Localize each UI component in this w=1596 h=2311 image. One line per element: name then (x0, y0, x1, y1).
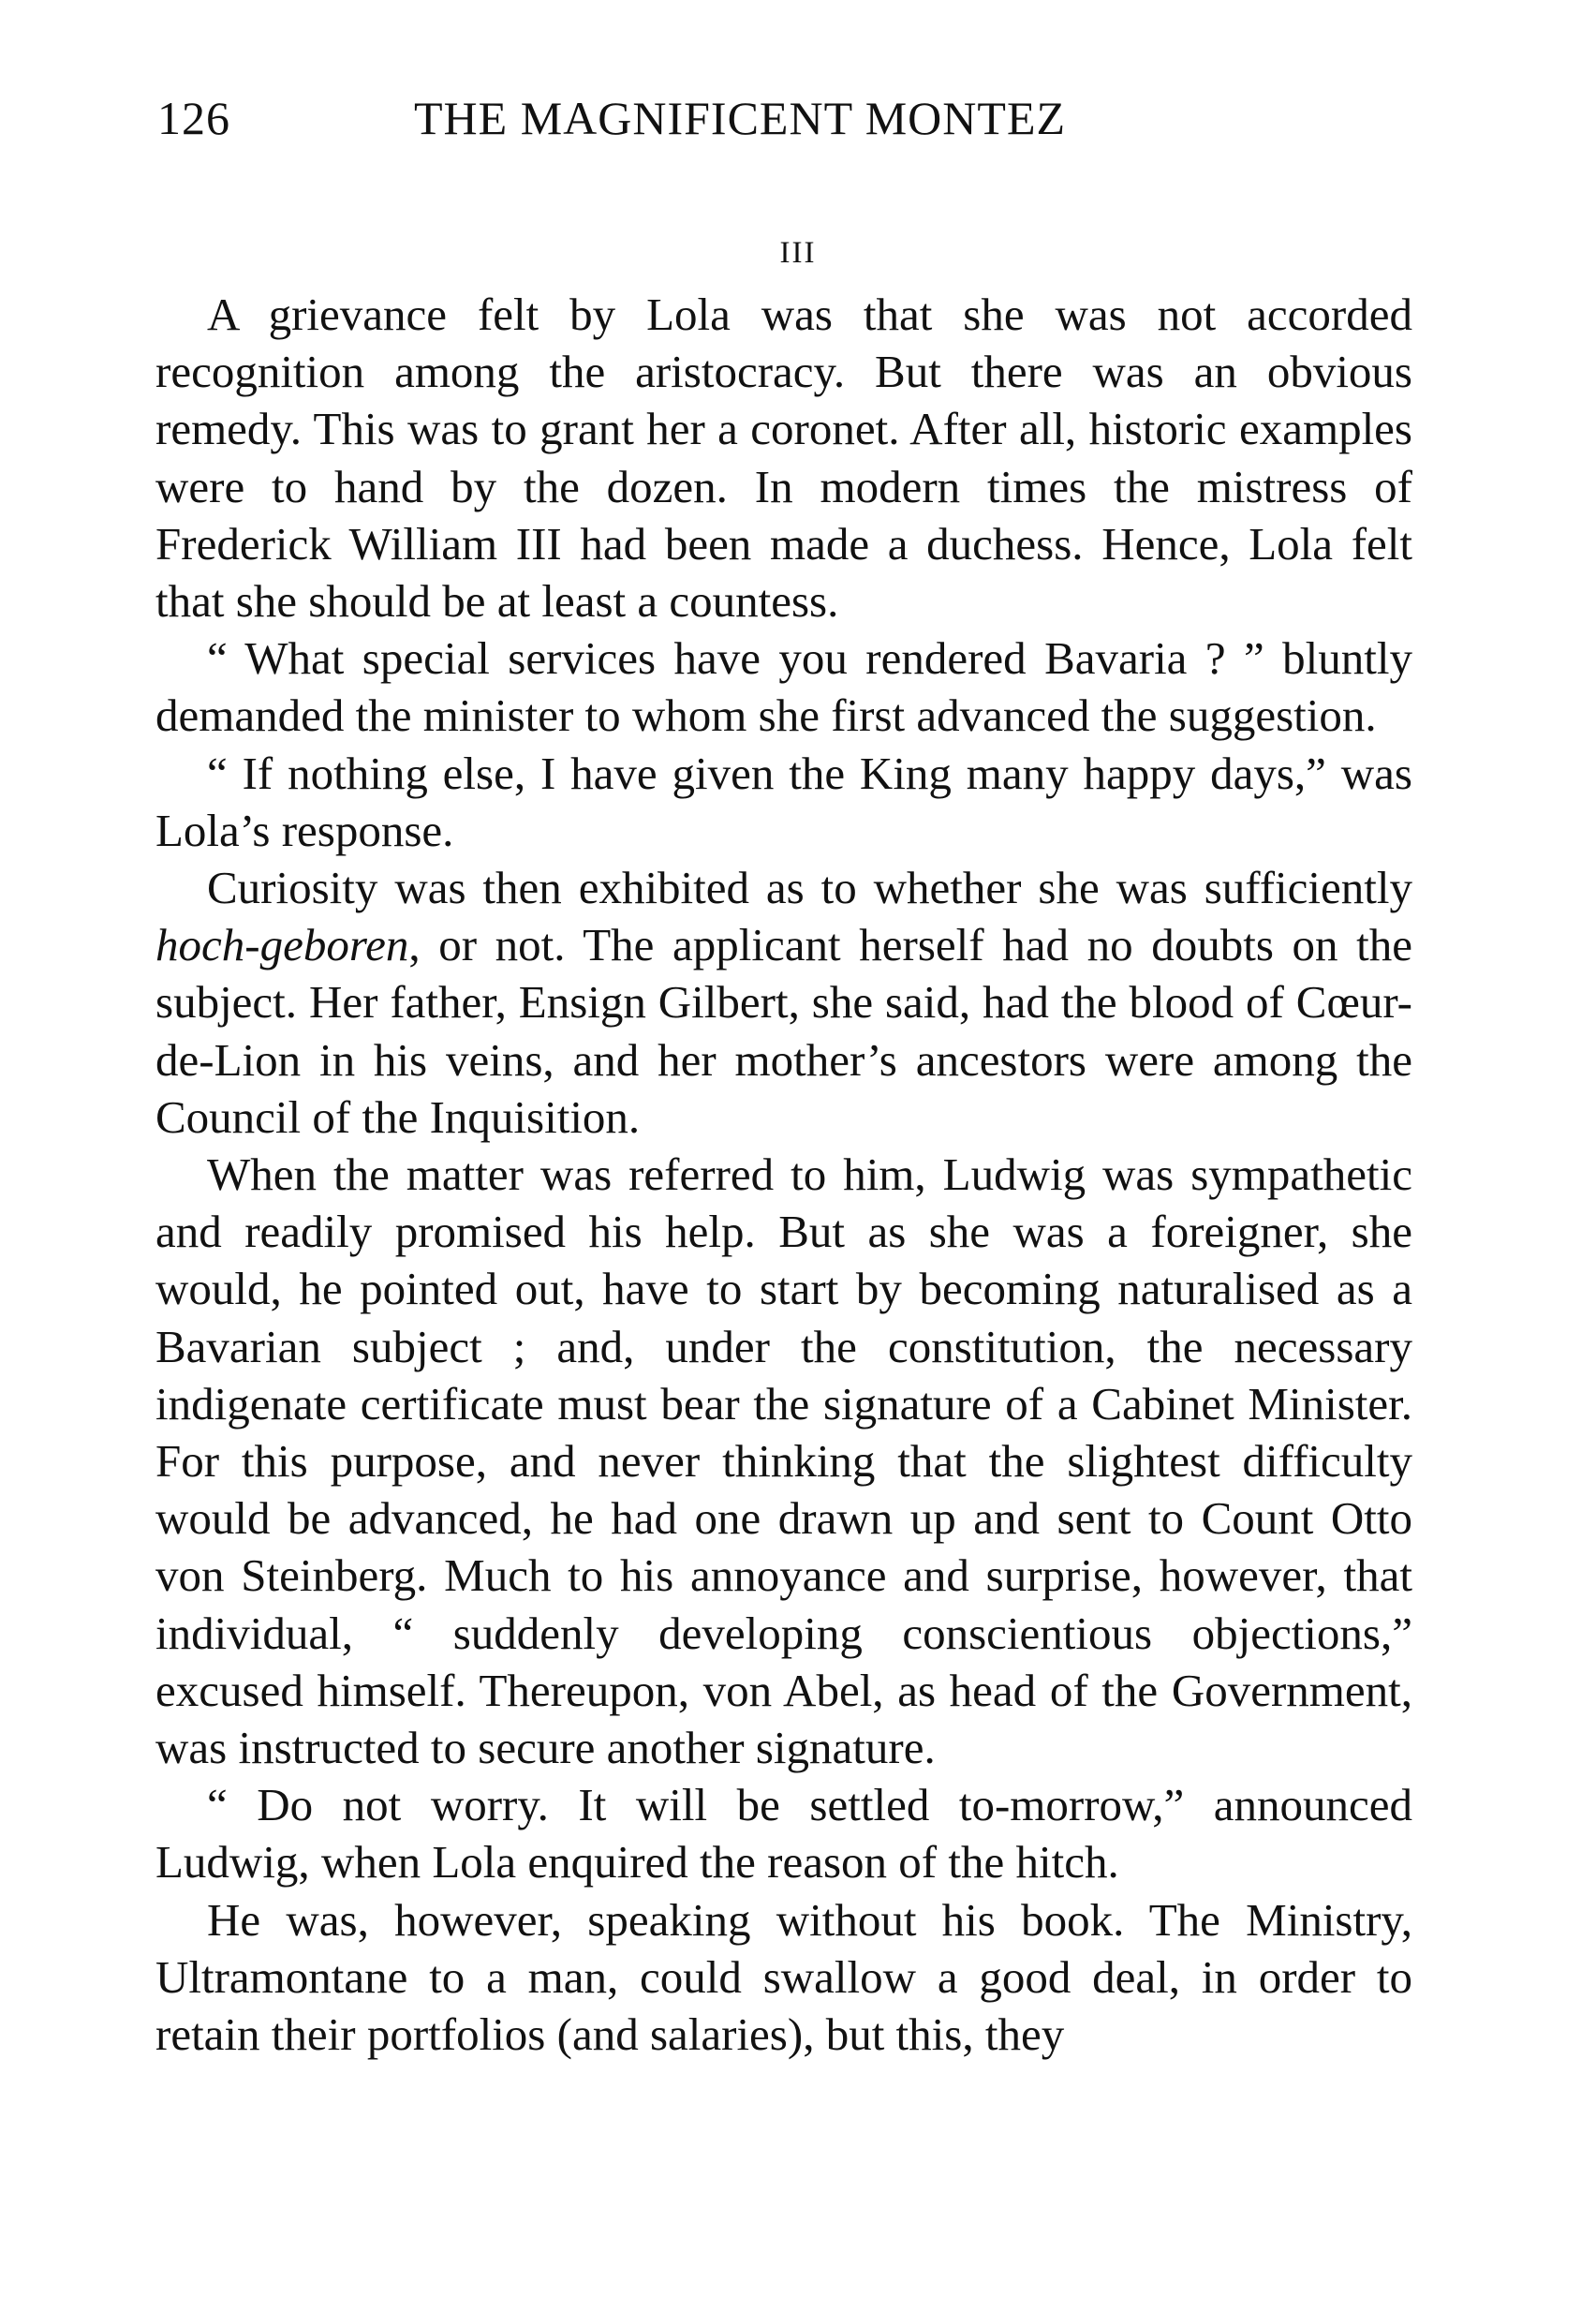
paragraph-4-before: Curiosity was then exhibited as to whether she was sufficiently (207, 862, 1412, 914)
book-title: THE MAGNIFICENT MONTEZ (414, 92, 1067, 144)
paragraph-3: “ If nothing else, I have given the King many happy days,” was Lola’s response. (155, 747, 1412, 856)
page-number: 126 (157, 92, 230, 144)
paragraph-5: When the matter was referred to him, Ludwig was sympathetic and readily promised his help. But as she was a foreigner, she would, he pointed out, have to start by becoming naturalised as a Bavarian subject ; and, under the constitution, the necessary indigenate certificate must bear the signature of a Cabinet Minister. For this purpose, and never thinking that the slightest difficulty would be advanced, he had one drawn up and sent to Count Otto von Steinberg. Much to his annoyance and surprise, however, that individual, “ suddenly developing conscientious objections,” excused himself. Thereupon, von Abel, as head of the Government, was instructed to secure another signature. (155, 1148, 1412, 1774)
paragraph-1: A grievance felt by Lola was that she was not accorded recognition among the aristocracy. But there was an obvious remedy. This was to grant her a coronet. After all, historic examples were to hand by the dozen. In modern times the mistress of Frederick William III had been made a duchess. Hence, Lola felt that she should be at least a countess. (155, 289, 1412, 628)
body-text (155, 286, 1412, 2063)
paragraph-6: “ Do not worry. It will be settled to-morrow,” announced Ludwig, when Lola enquired the reason of the hitch. (155, 1779, 1412, 1889)
section-number: III (779, 236, 817, 270)
paragraph-7: He was, however, speaking without his book. The Ministry, Ultramontane to a man, could swallow a good deal, in order to retain their portfolios (and salaries), but this, they (155, 1893, 1412, 2061)
paragraph-4 (155, 859, 1412, 1146)
paragraph-2: “ What special services have you rendered Bavaria ? ” bluntly demanded the minister to whom she first advanced the suggestion. (155, 632, 1412, 742)
paragraph-4-after: , or not. The applicant herself had no doubts on the subject. Her father, Ensign Gilbert, she said, had the blood of Cœur-de-Lion in his veins, and her mother’s ancestors were among the Council of the Inquisition. (155, 919, 1412, 1143)
italic-term: hoch-geboren (155, 919, 409, 971)
running-head (157, 90, 1424, 146)
